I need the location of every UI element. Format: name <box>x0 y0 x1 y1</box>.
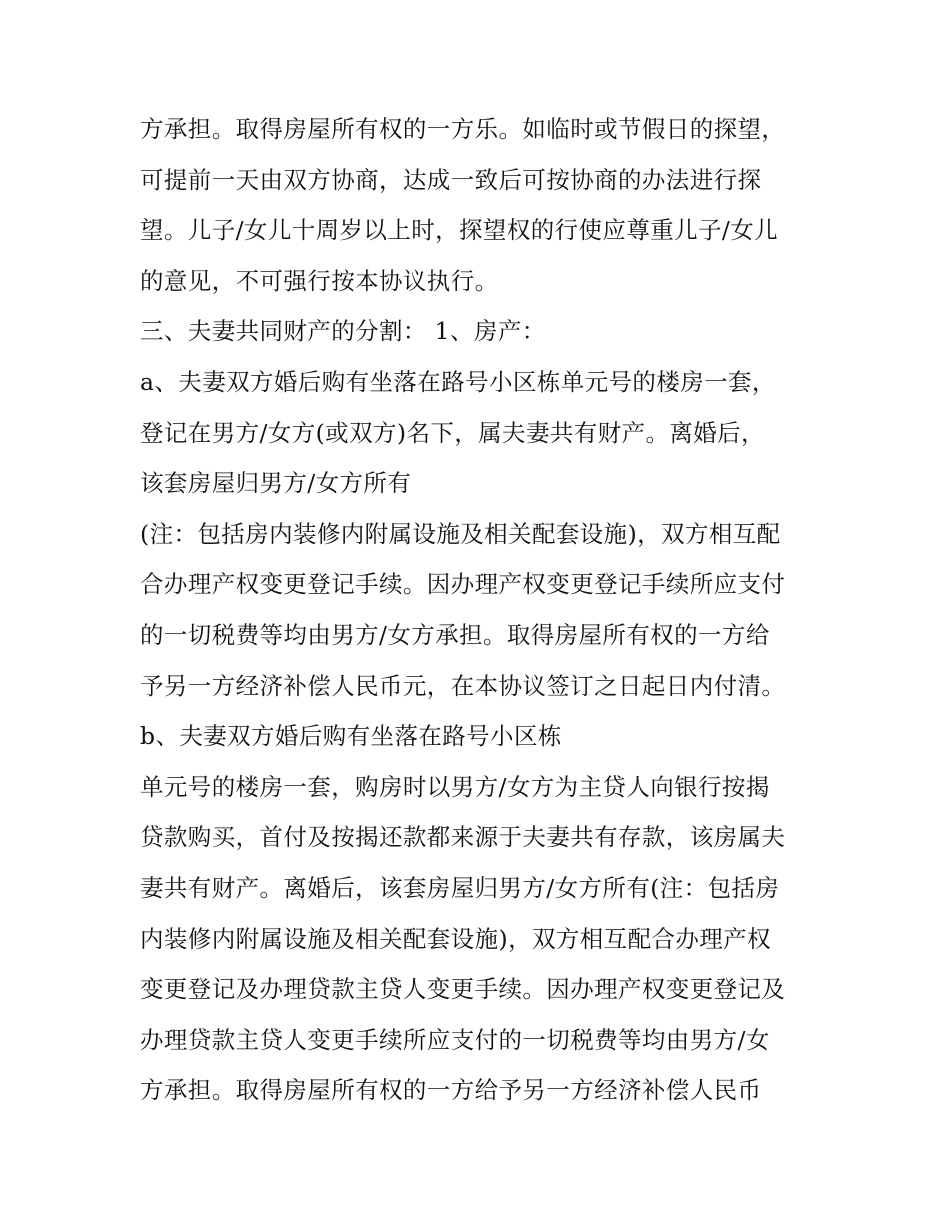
text-line: 的一切税费等均由男方/女方承担。取得房屋所有权的一方给 <box>140 620 770 649</box>
text-line: 望。儿子/女儿十周岁以上时，探望权的行使应尊重儿子/女儿 <box>140 216 779 245</box>
text-line: 妻共有财产。离婚后，该套房屋归男方/女方所有(注：包括房 <box>140 873 780 902</box>
text-line: 方承担。取得房屋所有权的一方给予另一方经济补偿人民币 <box>140 1076 762 1105</box>
text-line: 可提前一天由双方协商，达成一致后可按协商的办法进行探 <box>140 165 762 194</box>
text-line: b、夫妻双方婚后购有坐落在路号小区栋 <box>140 722 562 751</box>
text-line: 予另一方经济补偿人民币元，在本协议签订之日起日内付清。 <box>140 671 786 700</box>
text-line: 登记在男方/女方(或双方)名下，属夫妻共有财产。离婚后， <box>140 418 765 447</box>
text-line: 办理贷款主贷人变更手续所应支付的一切税费等均由男方/女 <box>140 1025 770 1054</box>
text-line: 方承担。取得房屋所有权的一方乐。如临时或节假日的探望， <box>140 115 786 143</box>
section-heading: 三、夫妻共同财产的分割： 1、房产： <box>140 317 546 346</box>
document-body <box>140 104 820 1116</box>
text-line: 该套房屋归男方/女方所有 <box>140 469 412 498</box>
text-line: 内装修内附属设施及相关配套设施)，双方相互配合办理产权 <box>140 924 771 953</box>
text-line: 单元号的楼房一套，购房时以男方/女方为主贷人向银行按揭 <box>140 772 770 801</box>
text-line: a、夫妻双方婚后购有坐落在路号小区栋单元号的楼房一套， <box>140 367 776 396</box>
text-line: (注：包括房内装修内附属设施及相关配套设施)，双方相互配 <box>140 519 781 548</box>
text-line: 贷款购买，首付及按揭还款都来源于夫妻共有存款，该房属夫 <box>140 823 786 852</box>
text-line: 的意见，不可强行按本协议执行。 <box>140 266 499 295</box>
text-line: 变更登记及办理贷款主贷人变更手续。因办理产权变更登记及 <box>140 975 786 1004</box>
text-line: 合办理产权变更登记手续。因办理产权变更登记手续所应支付 <box>140 570 786 599</box>
